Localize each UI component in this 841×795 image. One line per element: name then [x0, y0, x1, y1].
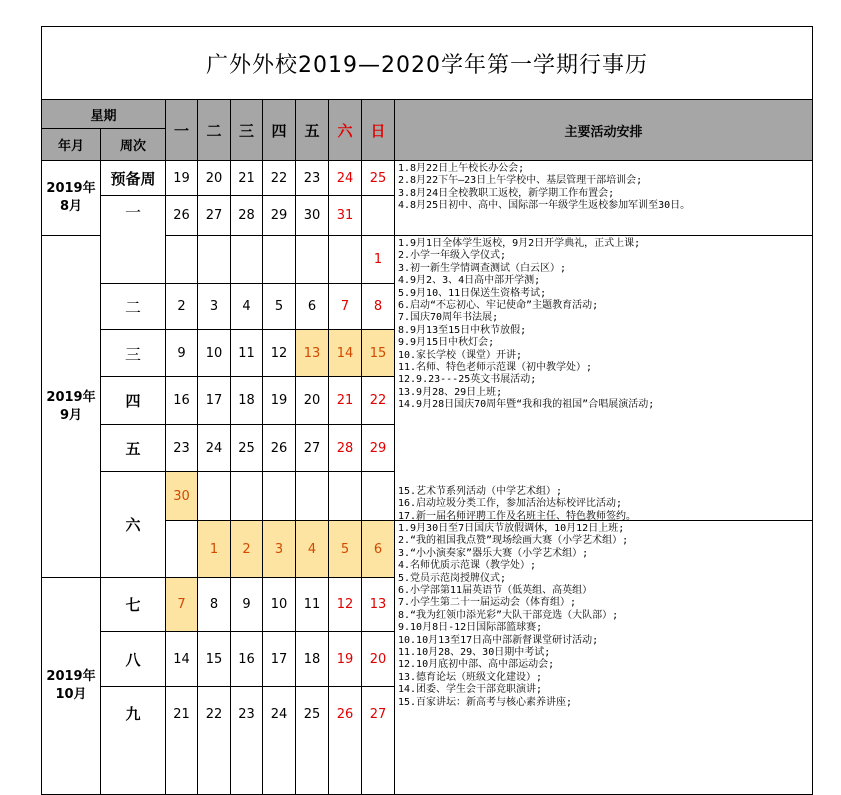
activity-item: 14.9月28日国庆70周年暨“我和我的祖国”合唱展演活动;: [398, 399, 655, 411]
header-day-2: 二: [198, 100, 231, 161]
calendar-table: [41, 26, 813, 795]
day-cell: [166, 236, 198, 284]
day-cell: 15: [198, 632, 231, 687]
day-cell: 14: [166, 632, 198, 687]
day-cell: 10: [198, 330, 231, 377]
header-day-6: 六: [329, 100, 362, 161]
day-cell: [329, 236, 362, 284]
day-cell: 6: [362, 521, 395, 578]
header-activities: 主要活动安排: [395, 100, 813, 161]
activity-item: 4.8月25日初中、高中、国际部一年级学生返校参加军训至30日。: [398, 200, 691, 212]
month-text: 9月: [59, 407, 83, 423]
day-cell: 26: [263, 425, 296, 472]
week-2: 二: [101, 284, 166, 330]
day-cell: [231, 236, 263, 284]
day-cell: 27: [362, 687, 395, 795]
day-cell: 25: [231, 425, 263, 472]
day-cell: [198, 236, 231, 284]
day-cell: 9: [231, 578, 263, 632]
activity-item: 2.小学一年级入学仪式;: [398, 250, 507, 262]
activity-item: 9.10月8日-12日国际部篮球赛;: [398, 622, 543, 634]
header-day-7: 日: [362, 100, 395, 161]
day-cell: 9: [166, 330, 198, 377]
day-cell: 22: [362, 377, 395, 425]
week-1: 一: [101, 196, 166, 284]
activity-item: 5.9月10、11日保送生资格考试;: [398, 287, 547, 299]
activity-item: 9.9月15日中秋灯会;: [398, 337, 495, 349]
day-cell: 21: [329, 377, 362, 425]
day-cell: 30: [166, 472, 198, 521]
activity-item: 3.初一新生学情调查测试（白云区）;: [398, 262, 567, 274]
header-week-number: 周次: [101, 129, 166, 161]
activity-item: 15.艺术节系列活动（中学艺术组）;: [398, 486, 563, 497]
activity-item: 11.名师、特色老师示范课（初中教学处）;: [398, 362, 593, 374]
day-cell: [296, 472, 329, 521]
month-text: 10月: [55, 687, 87, 702]
week-prep: 预备周: [101, 161, 166, 196]
activity-item: 10.家长学校（课堂）开讲;: [398, 349, 523, 361]
day-cell: 10: [263, 578, 296, 632]
day-cell: 23: [296, 161, 329, 196]
day-cell: 12: [263, 330, 296, 377]
month-text: 2019年: [46, 181, 96, 196]
day-cell: 2: [166, 284, 198, 330]
day-cell: 23: [231, 687, 263, 795]
day-cell: 4: [231, 284, 263, 330]
activity-item: 12.9.23---25英文书展活动;: [398, 374, 537, 386]
day-cell: 14: [329, 330, 362, 377]
header-weekday-label: 星期: [41, 100, 166, 129]
day-cell: 20: [296, 377, 329, 425]
day-cell: [329, 472, 362, 521]
activity-item: 1.9月1日全体学生返校，9月2日开学典礼，正式上课;: [398, 238, 641, 249]
day-cell: 13: [362, 578, 395, 632]
day-cell: 30: [296, 196, 329, 236]
day-cell: 18: [296, 632, 329, 687]
month-text: 2019年: [46, 669, 96, 684]
day-cell: [263, 472, 296, 521]
header-day-5: 五: [296, 100, 329, 161]
day-cell: 21: [231, 161, 263, 196]
day-cell: [296, 236, 329, 284]
day-cell: 20: [362, 632, 395, 687]
day-cell: 29: [263, 196, 296, 236]
activity-item: 13.德育论坛（班级文化建设）;: [398, 671, 543, 683]
day-cell: [263, 236, 296, 284]
day-cell: [362, 196, 395, 236]
activities-aug: [395, 161, 813, 236]
day-cell: 29: [362, 425, 395, 472]
day-cell: 25: [296, 687, 329, 795]
day-cell: [198, 472, 231, 521]
activity-item: 1.8月22日上午校长办公会;: [398, 163, 525, 174]
activity-item: 1.9月30日至7日国庆节放假调休，10月12日上班;: [398, 523, 625, 534]
day-cell: 24: [198, 425, 231, 472]
activities-sep-tail: [395, 472, 813, 521]
day-cell: 19: [329, 632, 362, 687]
day-cell: 20: [198, 161, 231, 196]
day-cell: 27: [198, 196, 231, 236]
day-cell: [231, 472, 263, 521]
activity-item: 14.团委、学生会干部竞职演讲;: [398, 684, 543, 696]
day-cell: 5: [329, 521, 362, 578]
activity-item: 3.“小小演奏家”器乐大赛（小学艺术组）;: [398, 547, 589, 559]
week-5: 五: [101, 425, 166, 472]
page-title: 广外外校2019—2020学年第一学期行事历: [41, 26, 813, 100]
day-cell: 26: [329, 687, 362, 795]
week-7: 七: [101, 578, 166, 632]
activity-item: 6.启动“不忘初心、牢记使命”主题教育活动;: [398, 300, 599, 312]
header-day-4: 四: [263, 100, 296, 161]
month-aug: [41, 161, 101, 236]
activity-item: 13.9月28、29日上班;: [398, 386, 503, 398]
header-day-3: 三: [231, 100, 263, 161]
day-cell: 11: [231, 330, 263, 377]
activity-item: 4.名师优质示范课（教学处）;: [398, 560, 537, 572]
day-cell: 12: [329, 578, 362, 632]
day-cell: 5: [263, 284, 296, 330]
activity-item: 15.百家讲坛：新高考与核心素养讲座;: [398, 696, 573, 708]
activity-item: 10.10月13至17日高中部新督课堂研讨活动;: [398, 634, 599, 646]
activity-item: 8.“我为红领巾添光彩”大队干部竞选（大队部）;: [398, 609, 619, 621]
week-8: 八: [101, 632, 166, 687]
month-oct: [41, 578, 101, 795]
activities-oct: [395, 521, 813, 795]
activity-item: 4.9月2、3、4日高中部开学测;: [398, 275, 541, 287]
day-cell: 11: [296, 578, 329, 632]
day-cell: 1: [362, 236, 395, 284]
week-6: 六: [101, 472, 166, 578]
activity-item: 5.党员示范岗授牌仪式;: [398, 572, 507, 584]
activity-item: 8.9月13至15日中秋节放假;: [398, 324, 527, 336]
week-9: 九: [101, 687, 166, 795]
day-cell: 27: [296, 425, 329, 472]
activity-item: 12.10月底初中部、高中部运动会;: [398, 659, 555, 671]
day-cell: 22: [198, 687, 231, 795]
day-cell: 17: [198, 377, 231, 425]
month-text: 2019年: [46, 389, 96, 405]
day-cell: 4: [296, 521, 329, 578]
activity-item: 11.10月28、29、30日期中考试;: [398, 647, 551, 659]
day-cell: 2: [231, 521, 263, 578]
day-cell: 13: [296, 330, 329, 377]
day-cell: 18: [231, 377, 263, 425]
activity-item: 7.国庆70周年书法展;: [398, 312, 499, 324]
activity-item: 2.“我的祖国我点赞”现场绘画大赛（小学艺术组）;: [398, 535, 629, 547]
day-cell: 24: [263, 687, 296, 795]
day-cell: 24: [329, 161, 362, 196]
day-cell: 3: [198, 284, 231, 330]
activity-item: 3.8月24日全校教职工返校，新学期工作布置会;: [398, 187, 615, 199]
day-cell: 19: [263, 377, 296, 425]
activity-item: 16.启动垃圾分类工作，参加活治达标校评比活动;: [398, 498, 623, 510]
day-cell: 23: [166, 425, 198, 472]
activity-item: 2.8月22下午—23日上午学校中、基层管理干部培训会;: [398, 175, 643, 187]
month-text: 8月: [59, 199, 83, 214]
day-cell: 16: [166, 377, 198, 425]
day-cell: 21: [166, 687, 198, 795]
week-3: 三: [101, 330, 166, 377]
day-cell: 1: [198, 521, 231, 578]
activity-item: [398, 412, 812, 424]
day-cell: 7: [329, 284, 362, 330]
header-year-month: 年月: [41, 129, 101, 161]
week-4: 四: [101, 377, 166, 425]
day-cell: 3: [263, 521, 296, 578]
activity-item: 17.新一届名师评聘工作及名班主任、特色教师签约。: [398, 510, 637, 521]
day-cell: 7: [166, 578, 198, 632]
day-cell: [166, 521, 198, 578]
day-cell: [362, 472, 395, 521]
day-cell: 28: [231, 196, 263, 236]
day-cell: 17: [263, 632, 296, 687]
day-cell: 31: [329, 196, 362, 236]
activity-item: 6.小学部第11届英语节（低英组、高英组）: [398, 585, 593, 597]
activity-item: 7.小学生第二十一届运动会（体育组）;: [398, 597, 577, 609]
header-day-1: 一: [166, 100, 198, 161]
day-cell: 26: [166, 196, 198, 236]
day-cell: 28: [329, 425, 362, 472]
day-cell: 25: [362, 161, 395, 196]
day-cell: 22: [263, 161, 296, 196]
day-cell: 6: [296, 284, 329, 330]
day-cell: 15: [362, 330, 395, 377]
day-cell: 19: [166, 161, 198, 196]
month-sep: [41, 236, 101, 578]
day-cell: 16: [231, 632, 263, 687]
day-cell: 8: [198, 578, 231, 632]
day-cell: 8: [362, 284, 395, 330]
